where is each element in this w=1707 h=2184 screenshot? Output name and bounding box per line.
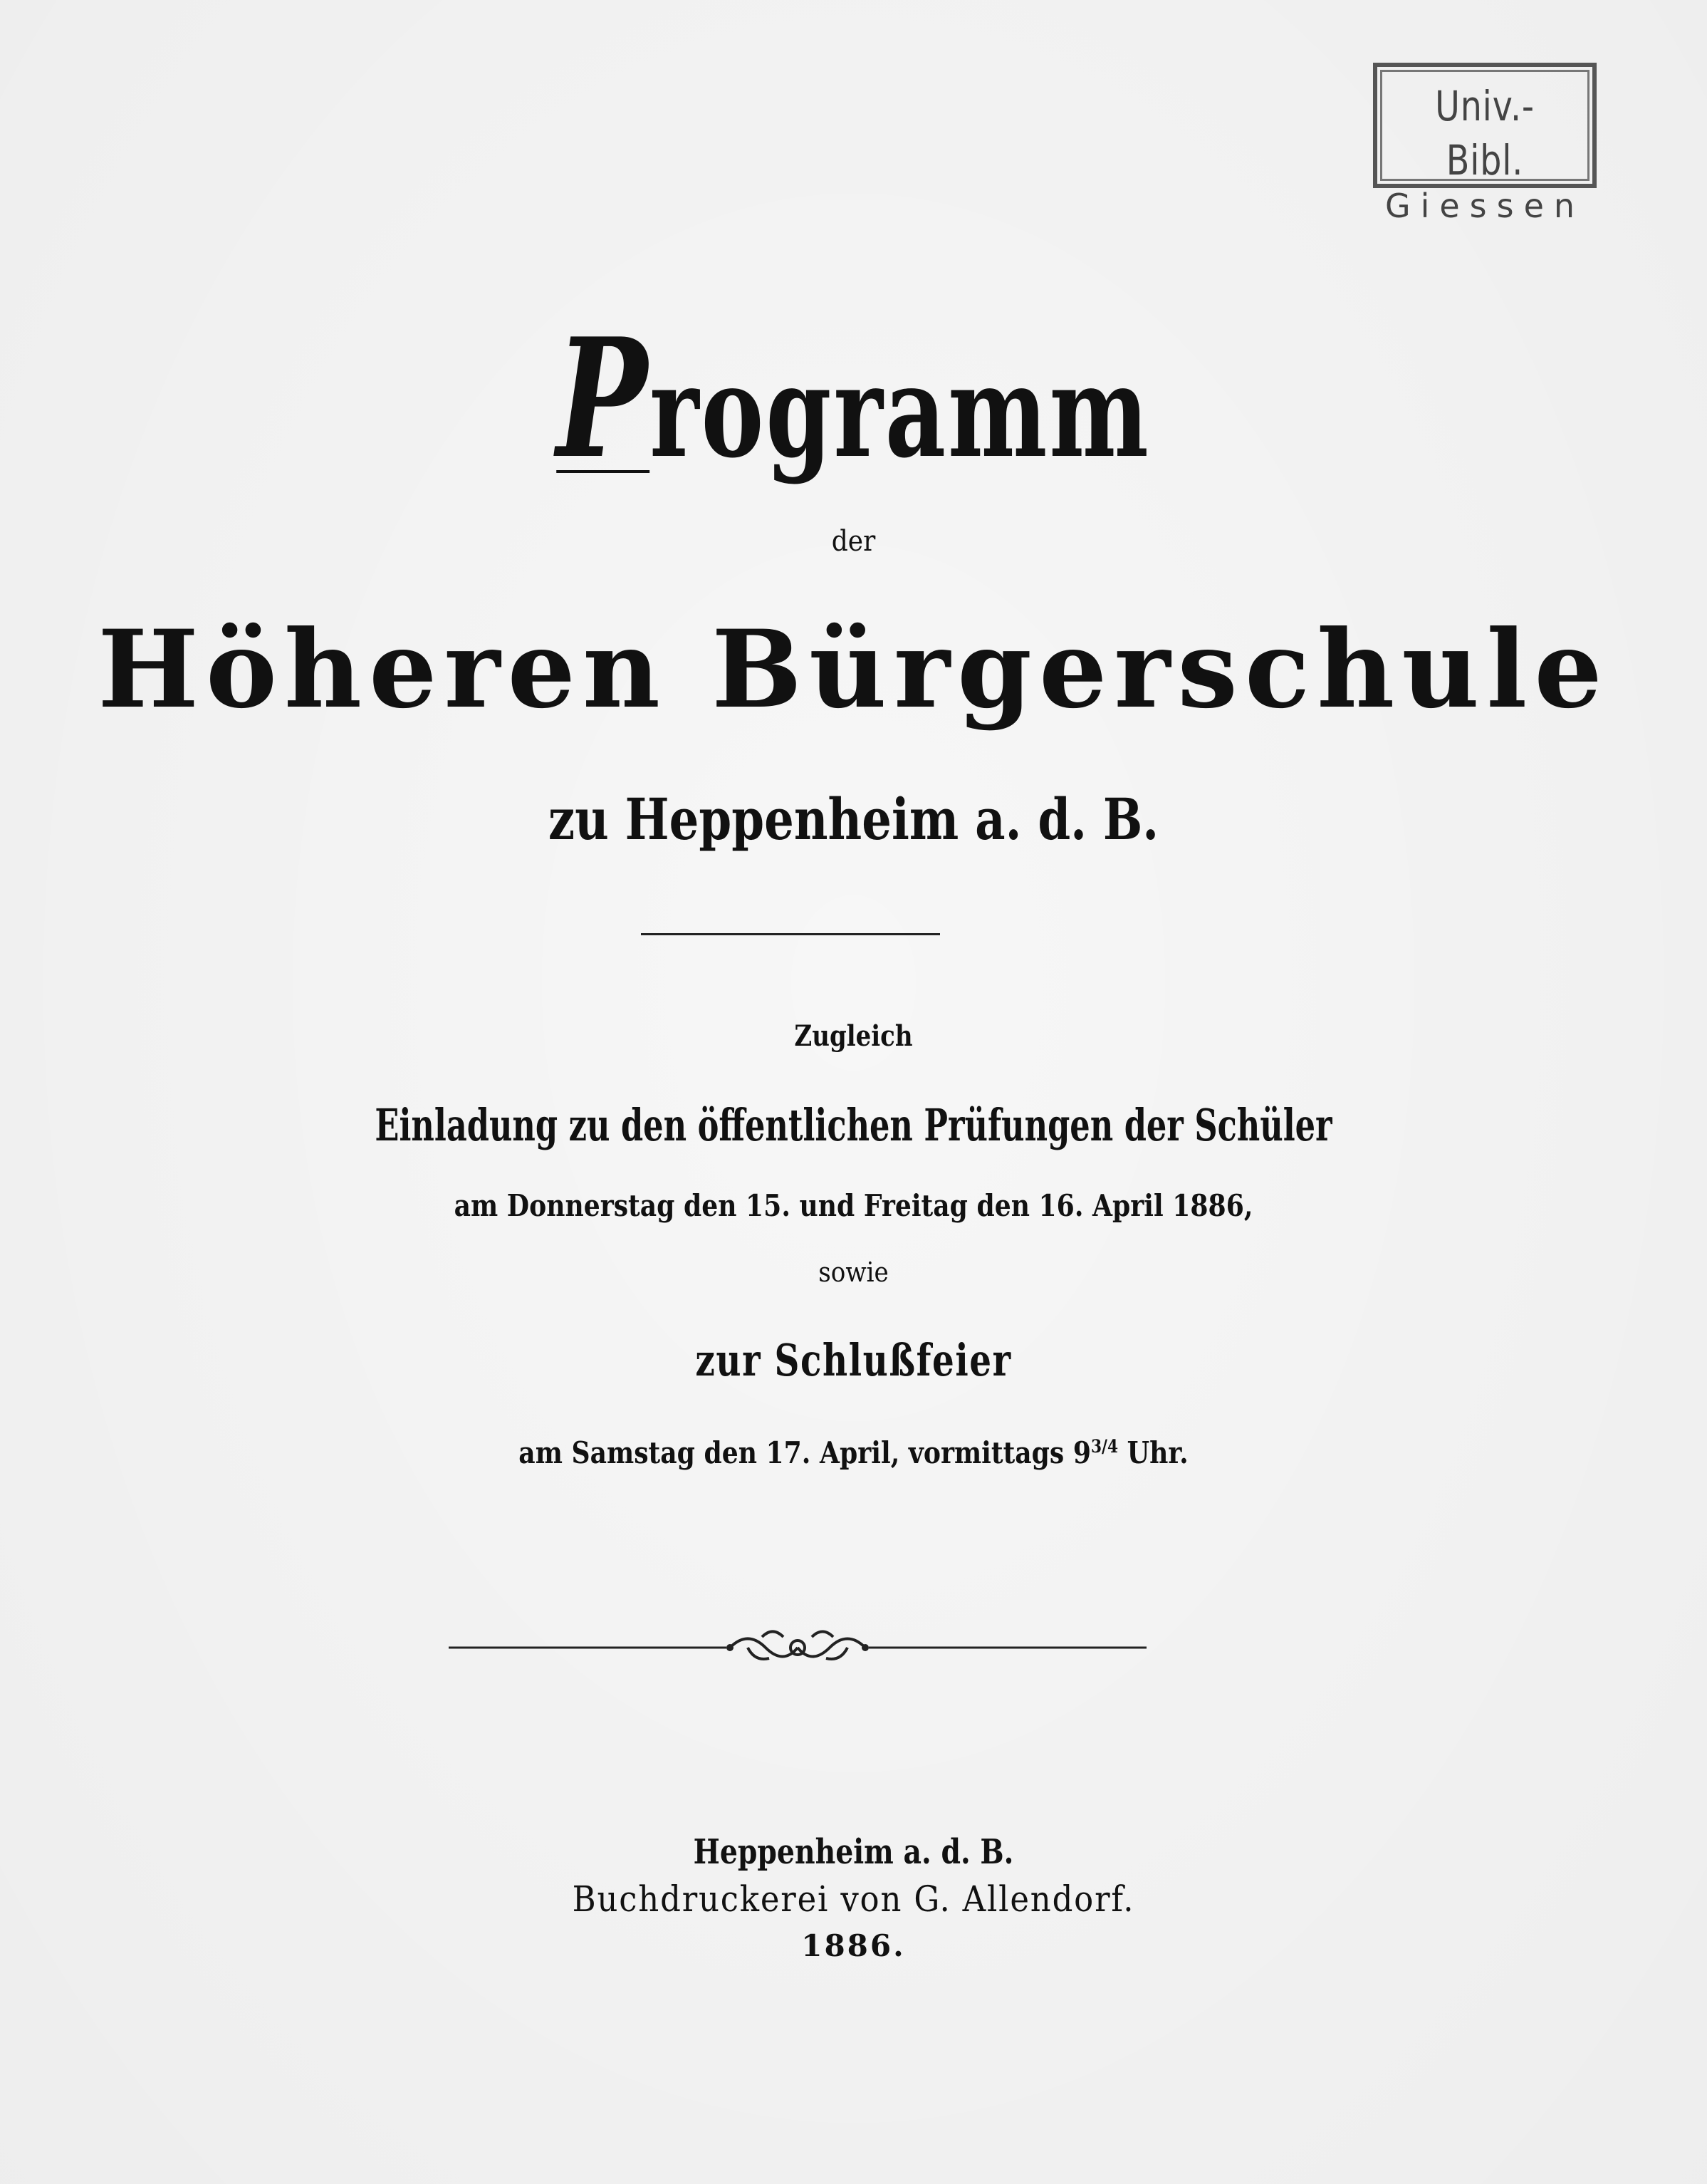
library-stamp-inner	[1380, 70, 1589, 225]
stamp-line-2: Giessen	[1384, 187, 1585, 225]
closing-date-fraction: 3/4	[1090, 1435, 1119, 1457]
closing-date-prefix: am Samstag den 17. April, vormittags 9	[518, 1435, 1091, 1470]
article-der: der	[831, 525, 876, 558]
main-title-rest: rogramm	[649, 337, 1151, 486]
imprint-place: Heppenheim a. d. B.	[693, 1832, 1014, 1872]
stamp-line-1: Univ.-Bibl.	[1435, 82, 1535, 184]
imprint-year: 1886.	[801, 1928, 906, 1963]
closing-date-line	[120, 1426, 1587, 1473]
zugleich-line: Zugleich	[794, 1019, 913, 1053]
exam-dates-line: am Donnerstag den 15. und Freitag den 16. April 1886,	[454, 1188, 1253, 1223]
closing-date-suffix: Uhr.	[1118, 1435, 1189, 1470]
sowie-line: sowie	[818, 1257, 889, 1288]
imprint-printer: Buchdruckerei von G. Allendorf.	[572, 1878, 1135, 1920]
closing-ceremony-line: zur Schlußfeier	[695, 1334, 1012, 1386]
library-stamp	[1373, 63, 1597, 225]
invitation-line: Einladung zu den öffentlichen Prüfungen der Schüler	[375, 1099, 1332, 1151]
divider-rule	[641, 933, 940, 935]
decorated-initial: P	[556, 303, 650, 495]
school-name: Höheren Bürgerschule	[98, 607, 1609, 732]
ornamental-divider	[449, 1623, 1147, 1673]
main-title	[222, 303, 1486, 495]
school-place: zu Heppenheim a. d. B.	[548, 786, 1159, 853]
